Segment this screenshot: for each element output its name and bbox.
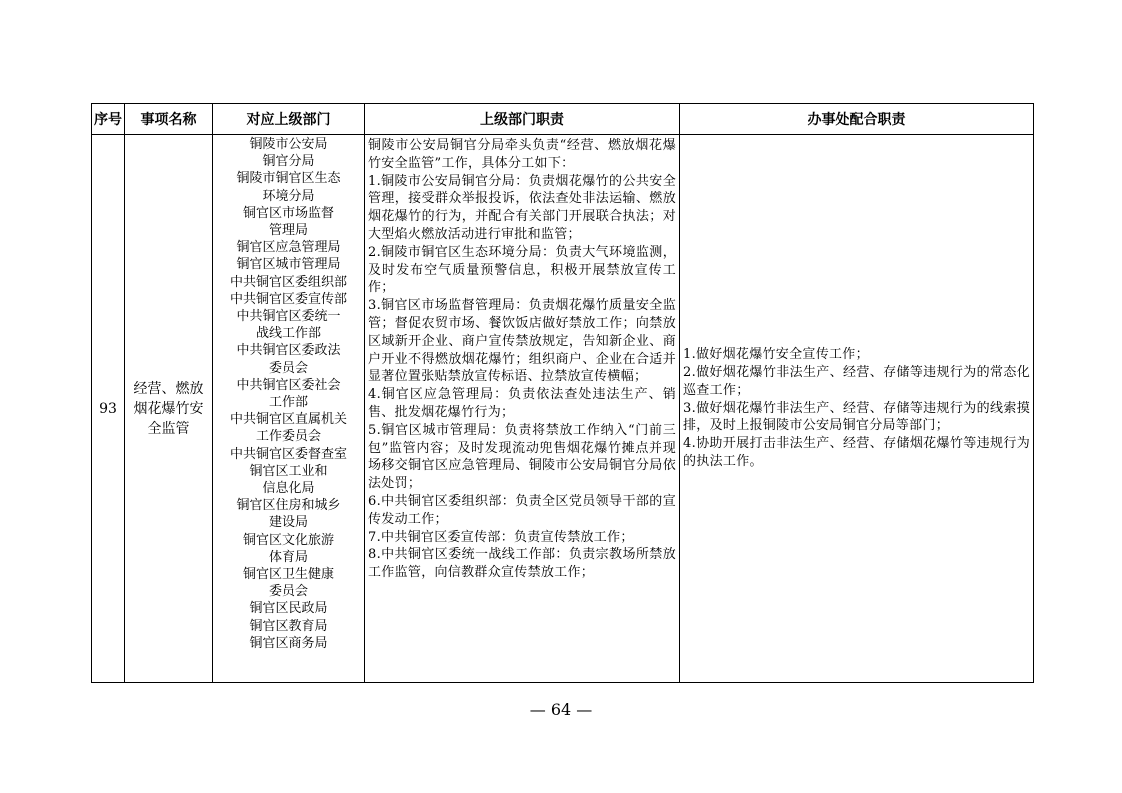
dept-item: 铜陵市公安局 bbox=[249, 137, 328, 152]
duty-item: 1.铜陵市公安局铜官分局：负责烟花爆竹的公共安全管理，接受群众举报投诉，依法查处非法运输、燃放烟花爆竹的行为，并配合有关部门开展联合执法；对大型焰火燃放活动进行审批和监管； bbox=[368, 173, 676, 242]
dept-item: 委员会 bbox=[268, 360, 308, 376]
dept-item: 铜官区工业和 bbox=[249, 463, 328, 479]
dept-item: 铜官区教育局 bbox=[249, 618, 328, 634]
duty-cell bbox=[365, 135, 680, 683]
dept-item: 体育局 bbox=[268, 549, 308, 565]
dept-item: 信息化局 bbox=[262, 481, 315, 497]
duty-table bbox=[91, 103, 1034, 683]
dept-item: 铜官区应急管理局 bbox=[236, 240, 341, 256]
header-no: 序号 bbox=[92, 104, 125, 135]
dept-item: 铜官区民政局 bbox=[249, 601, 328, 617]
table-row bbox=[92, 135, 1034, 683]
dept-item: 工作部 bbox=[268, 395, 308, 411]
dept-item: 环境分局 bbox=[262, 188, 315, 204]
dept-item: 铜陵市铜官区生态 bbox=[236, 171, 341, 187]
dept-item: 铜官区城市管理局 bbox=[236, 257, 341, 273]
duty-item: 6.中共铜官区委组织部：负责全区党员领导干部的宣传发动工作； bbox=[368, 493, 676, 527]
dept-item: 铜官区住房和城乡 bbox=[236, 498, 341, 514]
dept-item: 中共铜官区直属机关 bbox=[229, 412, 347, 428]
dept-item: 中共铜官区委宣传部 bbox=[229, 291, 347, 307]
header-row bbox=[92, 104, 1034, 135]
dept-list bbox=[213, 135, 364, 652]
header-name: 事项名称 bbox=[125, 104, 213, 135]
item-name: 经营、燃放烟花爆竹安全监管 bbox=[125, 135, 213, 683]
dept-cell bbox=[213, 135, 365, 683]
coop-item: 2.做好烟花爆竹非法生产、经营、存储等违规行为的常态化巡查工作； bbox=[683, 365, 1030, 398]
dept-item: 建设局 bbox=[268, 515, 308, 531]
dept-item: 铜官区文化旅游 bbox=[242, 532, 334, 548]
duty-list bbox=[365, 135, 679, 582]
dept-item: 工作委员会 bbox=[255, 429, 321, 445]
dept-item: 铜官区卫生健康 bbox=[242, 567, 334, 583]
dept-item: 委员会 bbox=[268, 584, 308, 600]
coop-item: 3.做好烟花爆竹非法生产、经营、存储等违规行为的线索摸排，及时上报铜陵市公安局铜官分局等部门； bbox=[683, 400, 1030, 434]
row-number: 93 bbox=[92, 135, 125, 683]
coop-list bbox=[680, 346, 1033, 471]
duty-item: 8.中共铜官区委统一战线工作部：负责宗教场所禁放工作监管，向信教群众宣传禁放工作； bbox=[368, 547, 676, 581]
duty-item: 2.铜陵市铜官区生态环境分局：负责大气环境监测，及时发布空气质量预警信息，积极开展禁放宣传工作； bbox=[368, 244, 676, 296]
duty-item: 5.铜官区城市管理局：负责将禁放工作纳入“门前三包”监管内容；及时发现流动兜售烟花爆竹摊点并现场移交铜官区应急管理局、铜陵市公安局铜官分局依法处罚； bbox=[368, 422, 676, 492]
duty-item: 7.中共铜官区委宣传部：负责宣传禁放工作； bbox=[368, 529, 634, 545]
dept-item: 中共铜官区委组织部 bbox=[229, 274, 347, 290]
header-duty: 上级部门职责 bbox=[365, 104, 680, 135]
coop-item: 4.协助开展打击非法生产、经营、存储烟花爆竹等违规行为的执法工作。 bbox=[683, 436, 1030, 469]
dept-item: 铜官区商务局 bbox=[249, 635, 328, 651]
duty-item: 4.铜官区应急管理局：负责依法查处违法生产、销售、批发烟花爆竹行为； bbox=[368, 387, 676, 420]
dept-item: 中共铜官区委社会 bbox=[236, 377, 341, 393]
duty-item: 铜陵市公安局铜官分局牵头负责“经营、燃放烟花爆竹安全监管”工作，具体分工如下： bbox=[368, 138, 676, 171]
coop-item: 1.做好烟花爆竹安全宣传工作； bbox=[683, 347, 869, 363]
header-coop: 办事处配合职责 bbox=[680, 104, 1034, 135]
dept-item: 中共铜官区委统一 bbox=[236, 309, 341, 325]
dept-item: 铜官分局 bbox=[262, 154, 315, 170]
page-number: — 64 — bbox=[529, 700, 593, 719]
dept-item: 中共铜官区委政法 bbox=[236, 343, 341, 359]
dept-item: 战线工作部 bbox=[255, 326, 321, 342]
dept-item: 中共铜官区委督查室 bbox=[229, 446, 347, 462]
coop-cell bbox=[680, 135, 1034, 683]
dept-item: 铜官区市场监督 bbox=[242, 205, 334, 221]
duty-item: 3.铜官区市场监督管理局：负责烟花爆竹质量安全监管；督促农贸市场、餐饮饭店做好禁放工作；向禁放区域新开企业、商户宣传禁放规定，告知新企业、商户开业不得燃放烟花爆竹；组织商户、企业在合适并显著位置张贴禁放宣传标语、拉禁放宣传横幅； bbox=[368, 298, 676, 385]
table-header bbox=[92, 104, 1034, 135]
header-dept: 对应上级部门 bbox=[213, 104, 365, 135]
dept-item: 管理局 bbox=[268, 223, 308, 239]
